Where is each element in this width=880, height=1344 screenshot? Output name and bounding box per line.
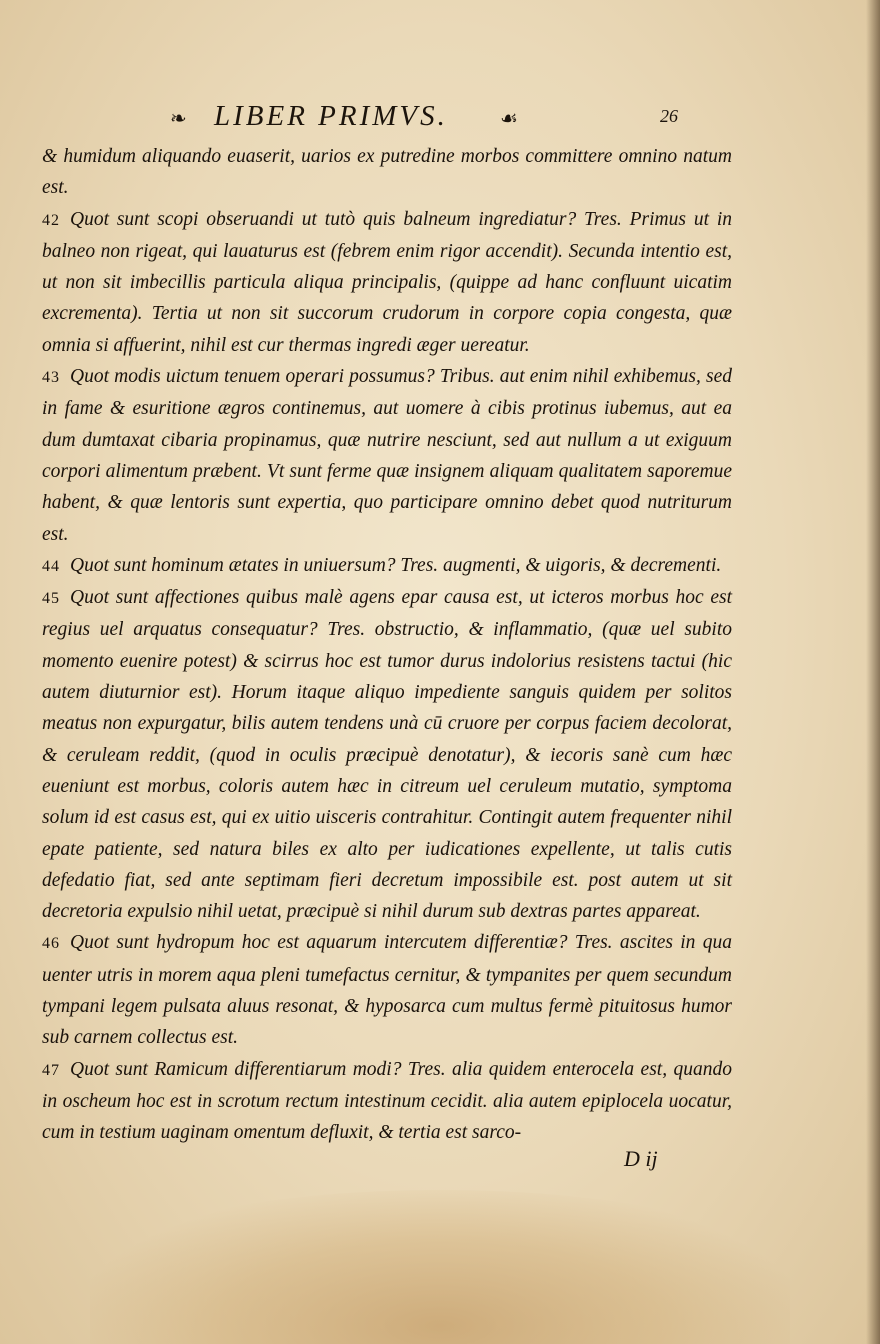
running-head: LIBER PRIMVS. — [214, 100, 448, 132]
paragraph-number: 44 — [42, 557, 60, 575]
paragraph-text: Quot sunt scopi obseruandi ut tutò quis balneum ingrediatur? Tres. Primus ut in balneo non rigeat, qui lauaturus est (febrem enim rigor accendit). Secunda intentio est, ut non sit imbecillis particula aliqua principalis, (quippe ad hanc confluunt uicatim excrementa). Tertia ut non sit succorum crudorum in corpore copia congesta, quæ omnia si affuerint, nihil est cur thermas ingredi æger uereatur. — [42, 208, 732, 356]
paragraph-text: Quot sunt hydropum hoc est aquarum intercutem differentiæ? Tres. ascites in qua uenter utris in morem aqua pleni tumefactus cernitur, & tympanites per quem secundum tympani legem pulsata aluus resonat, & hyposarca cum multus fermè pituitosus humor sub carnem collectus est. — [42, 932, 732, 1049]
paragraph-number: 46 — [42, 935, 60, 953]
paragraph-number: 45 — [42, 590, 60, 608]
paragraph-43 — [42, 361, 732, 550]
paragraph-42 — [42, 204, 732, 361]
page-header — [170, 98, 710, 138]
body-text — [42, 141, 732, 1149]
paragraph-46 — [42, 927, 732, 1053]
ornament-left-icon: ❧ — [170, 106, 187, 130]
paragraph-continuation — [42, 141, 732, 204]
folio-number: 26 — [660, 106, 678, 126]
page-gutter-shadow — [866, 0, 880, 1344]
signature-mark: D ij — [624, 1146, 658, 1171]
paragraph-44 — [42, 550, 732, 582]
paragraph-number: 47 — [42, 1061, 60, 1079]
paragraph-number: 43 — [42, 369, 60, 387]
paragraph-text: Quot modis uictum tenuem operari possumus? Tribus. aut enim nihil exhibemus, sed in fame & esuritione ægros continemus, aut uomere à cibis protinus iubemus, aut ea dum dumtaxat cibaria propinamus, quæ nutrire nesciunt, sed aut nullum a ut exiguum corpori alimentum præbent. Vt sunt ferme quæ insignem aliquam qualitatem saporemue habent, & quæ lentoris sunt expertia, quo participare omnino debet quod nutriturum est. — [42, 366, 732, 545]
ornament-right-icon: ☙ — [500, 106, 518, 130]
paragraph-number: 42 — [42, 211, 60, 229]
water-stain — [90, 1190, 790, 1344]
paragraph-text: Quot sunt hominum ætates in uniuersum? Tres. augmenti, & uigoris, & decrementi. — [70, 554, 722, 576]
paragraph-47 — [42, 1054, 732, 1149]
paragraph-text: Quot sunt affectiones quibus malè agens epar causa est, ut icteros morbus hoc est regius uel arquatus consequatur? Tres. obstructio, & inflammatio, (quæ uel subito momento euenire potest) & scirrus hoc est tumor durus indolorius resistens tactui (hic autem diuturnior est). Horum itaque aliquo impediente sanguis quidem per solitos meatus non expurgatur, bilis autem tendens unà cū cruore per corpus faciem decolorat, & ceruleam reddit, (quod in oculis præcipuè denotatur), & iecoris sanè cum hæc eueniunt est morbus, coloris autem hæc in citreum uel ceruleum mutatio, symptoma solum id est casus est, qui ex uitio uisceris contrahitur. Contingit autem frequenter nihil epate patiente, sed natura biles ex alto per iudicationes expellente, ut talis cutis defedatio fiat, sed ante septimam fieri decretum impossibile est. post autem ut sit decretoria expulsio nihil uetat, præcipuè si nihil durum sub dextras partes appareat. — [42, 587, 732, 923]
paragraph-text: Quot sunt Ramicum differentiarum modi? Tres. alia quidem enterocela est, quando in oscheum hoc est in scrotum rectum intestinum cecidit. alia autem epiplocela uocatur, cum in testium uaginam omentum defluxit, & tertia est sarco- — [42, 1058, 732, 1144]
paragraph-text: & humidum aliquando euaserit, uarios ex putredine morbos committere omnino natum est. — [42, 146, 732, 199]
paragraph-45 — [42, 582, 732, 927]
